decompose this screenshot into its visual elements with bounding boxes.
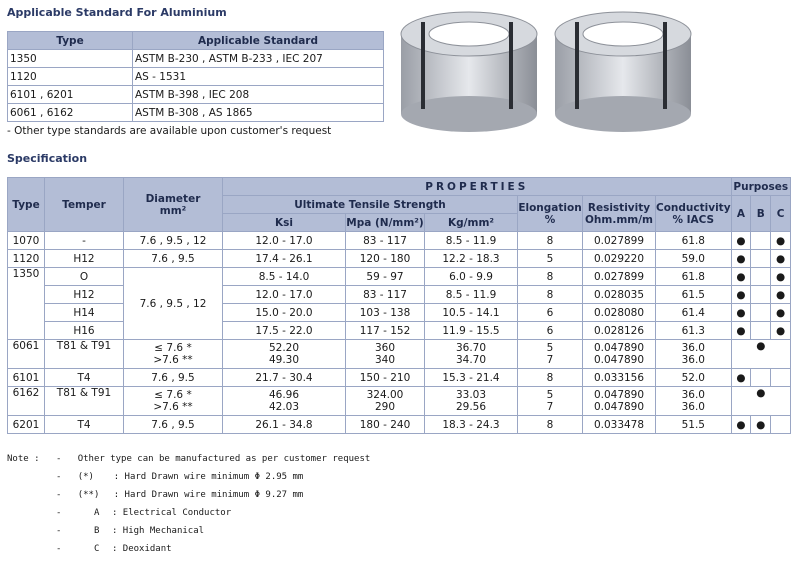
cell: 6061 , 6162: [8, 104, 133, 122]
cell: 12.0 - 17.0: [223, 286, 346, 304]
cell: 15.3 - 21.4: [425, 369, 518, 387]
cell: 8: [518, 268, 583, 286]
cell: 117 - 152: [346, 322, 425, 340]
cell: 150 - 210: [346, 369, 425, 387]
cell: [751, 268, 771, 286]
cell: 7.6 , 9.5: [124, 250, 223, 268]
cell: 11.9 - 15.5: [425, 322, 518, 340]
cell: 21.7 - 30.4: [223, 369, 346, 387]
cell: 0.028035: [583, 286, 656, 304]
table-row: [8, 250, 791, 268]
cell: 103 - 138: [346, 304, 425, 322]
cell: AS - 1531: [133, 68, 384, 86]
cell: [771, 369, 791, 387]
cell: 0.027899: [583, 232, 656, 250]
cell: ≤ 7.6 * >7.6 **: [124, 340, 223, 369]
cell: T4: [45, 416, 124, 434]
cell: ≤ 7.6 * >7.6 **: [124, 387, 223, 416]
cell: ●: [731, 250, 751, 268]
cell: H16: [45, 322, 124, 340]
cell: 6101 , 6201: [8, 86, 133, 104]
table-row: [8, 86, 384, 104]
cell: 15.0 - 20.0: [223, 304, 346, 322]
cell: 0.047890 0.047890: [583, 340, 656, 369]
cell: 61.5: [656, 286, 732, 304]
cell: T81 & T91: [45, 387, 124, 416]
purpose-b-header: B: [751, 196, 771, 232]
cell: 6: [518, 322, 583, 340]
cell: 10.5 - 14.1: [425, 304, 518, 322]
cell: 52.20 49.30: [223, 340, 346, 369]
type-header: Type: [8, 32, 133, 50]
cell: 26.1 - 34.8: [223, 416, 346, 434]
note-item: - Other type can be manufactured as per customer request: [56, 454, 371, 464]
table-row: [8, 104, 384, 122]
aluminium-wire-coil-icon: [393, 4, 545, 134]
cell: 1070: [8, 232, 45, 250]
note-item: - A : Electrical Conductor: [56, 508, 232, 518]
purposes-header: Purposes: [731, 178, 790, 196]
cell: ASTM B-398 , IEC 208: [133, 86, 384, 104]
cell: ●: [771, 322, 791, 340]
cell: 46.96 42.03: [223, 387, 346, 416]
cell: 120 - 180: [346, 250, 425, 268]
cell: 0.033156: [583, 369, 656, 387]
elongation-header: Elongation %: [518, 196, 583, 232]
standard-header: Applicable Standard: [133, 32, 384, 50]
cell: 7.6 , 9.5: [124, 416, 223, 434]
cell: O: [45, 268, 124, 286]
specification-table: [7, 177, 791, 434]
cell: -: [45, 232, 124, 250]
cell: 6162: [8, 387, 45, 416]
standard-note: - Other type standards are available upon customer's request: [7, 125, 332, 137]
cell: 180 - 240: [346, 416, 425, 434]
cell: ASTM B-308 , AS 1865: [133, 104, 384, 122]
cell: ●: [731, 268, 751, 286]
conductivity-header: Conductivity % IACS: [656, 196, 732, 232]
cell: 7.6 , 9.5 , 12: [124, 268, 223, 340]
cell: ●: [731, 369, 751, 387]
cell: 8.5 - 11.9: [425, 232, 518, 250]
kg-header: Kg/mm²: [425, 214, 518, 232]
cell: 1120: [8, 68, 133, 86]
uts-header: Ultimate Tensile Strength: [223, 196, 518, 214]
cell: 0.047890 0.047890: [583, 387, 656, 416]
cell: T81 & T91: [45, 340, 124, 369]
purpose-a-header: A: [731, 196, 751, 232]
cell: ●: [731, 286, 751, 304]
cell: 7.6 , 9.5: [124, 369, 223, 387]
cell: 1350: [8, 50, 133, 68]
standard-heading: Applicable Standard For Aluminium: [7, 6, 227, 19]
cell: 1120: [8, 250, 45, 268]
note-item: - C : Deoxidant: [56, 544, 172, 554]
cell: 61.8: [656, 232, 732, 250]
standard-table: [7, 31, 384, 122]
cell: 12.2 - 18.3: [425, 250, 518, 268]
table-row: [8, 232, 791, 250]
table-row: [8, 340, 791, 369]
note-item: - (*) : Hard Drawn wire minimum Φ 2.95 mm: [56, 472, 304, 482]
cell: [751, 322, 771, 340]
cell: 8: [518, 232, 583, 250]
cell: ●: [731, 416, 751, 434]
note-item: - (**) : Hard Drawn wire minimum Φ 9.27 mm: [56, 490, 304, 500]
cell: 33.03 29.56: [425, 387, 518, 416]
mpa-header: Mpa (N/mm²): [346, 214, 425, 232]
cell: 1350: [8, 268, 45, 340]
cell: ●: [731, 340, 790, 369]
cell: 12.0 - 17.0: [223, 232, 346, 250]
table-row: [8, 50, 384, 68]
cell: 324.00 290: [346, 387, 425, 416]
cell: 36.0 36.0: [656, 340, 732, 369]
cell: 52.0: [656, 369, 732, 387]
cell: ●: [771, 232, 791, 250]
cell: ●: [771, 250, 791, 268]
cell: 0.029220: [583, 250, 656, 268]
cell: T4: [45, 369, 124, 387]
table-row: [8, 416, 791, 434]
cell: ●: [771, 286, 791, 304]
cell: 7.6 , 9.5 , 12: [124, 232, 223, 250]
cell: 18.3 - 24.3: [425, 416, 518, 434]
cell: 8: [518, 416, 583, 434]
cell: 6101: [8, 369, 45, 387]
aluminium-wire-coil-icon: [547, 4, 699, 134]
cell: ●: [731, 387, 790, 416]
cell: [751, 250, 771, 268]
cell: 0.028126: [583, 322, 656, 340]
diameter-header: Diameter mm²: [124, 178, 223, 232]
notes-label: Note :: [7, 454, 40, 464]
cell: 5 7: [518, 387, 583, 416]
cell: [751, 232, 771, 250]
cell: 6061: [8, 340, 45, 369]
cell: [771, 416, 791, 434]
cell: 17.4 - 26.1: [223, 250, 346, 268]
cell: H12: [45, 250, 124, 268]
cell: ●: [731, 322, 751, 340]
cell: [751, 286, 771, 304]
type-header: Type: [8, 178, 45, 232]
cell: ●: [751, 416, 771, 434]
cell: 8.5 - 11.9: [425, 286, 518, 304]
cell: ●: [731, 232, 751, 250]
cell: 8.5 - 14.0: [223, 268, 346, 286]
cell: 83 - 117: [346, 232, 425, 250]
cell: 8: [518, 369, 583, 387]
cell: 0.028080: [583, 304, 656, 322]
ksi-header: Ksi: [223, 214, 346, 232]
cell: 61.3: [656, 322, 732, 340]
cell: [751, 304, 771, 322]
resistivity-header: Resistivity Ohm.mm/m: [583, 196, 656, 232]
cell: 5 7: [518, 340, 583, 369]
cell: 61.4: [656, 304, 732, 322]
cell: 36.70 34.70: [425, 340, 518, 369]
cell: 6.0 - 9.9: [425, 268, 518, 286]
note-item: - B : High Mechanical: [56, 526, 205, 536]
cell: 83 - 117: [346, 286, 425, 304]
cell: [751, 369, 771, 387]
properties-header: PROPERTIES: [223, 178, 732, 196]
cell: 36.0 36.0: [656, 387, 732, 416]
cell: 8: [518, 286, 583, 304]
cell: 5: [518, 250, 583, 268]
cell: 0.027899: [583, 268, 656, 286]
cell: 59 - 97: [346, 268, 425, 286]
cell: 61.8: [656, 268, 732, 286]
specification-heading: Specification: [7, 152, 88, 165]
table-row: [8, 369, 791, 387]
cell: 6201: [8, 416, 45, 434]
cell: 59.0: [656, 250, 732, 268]
cell: ASTM B-230 , ASTM B-233 , IEC 207: [133, 50, 384, 68]
cell: 51.5: [656, 416, 732, 434]
cell: H14: [45, 304, 124, 322]
cell: 17.5 - 22.0: [223, 322, 346, 340]
table-row: [8, 387, 791, 416]
purpose-c-header: C: [771, 196, 791, 232]
table-row: [8, 68, 384, 86]
cell: ●: [771, 268, 791, 286]
cell: ●: [731, 304, 751, 322]
cell: 360 340: [346, 340, 425, 369]
cell: 0.033478: [583, 416, 656, 434]
table-row: [8, 268, 791, 286]
cell: H12: [45, 286, 124, 304]
cell: 6: [518, 304, 583, 322]
cell: ●: [771, 304, 791, 322]
temper-header: Temper: [45, 178, 124, 232]
